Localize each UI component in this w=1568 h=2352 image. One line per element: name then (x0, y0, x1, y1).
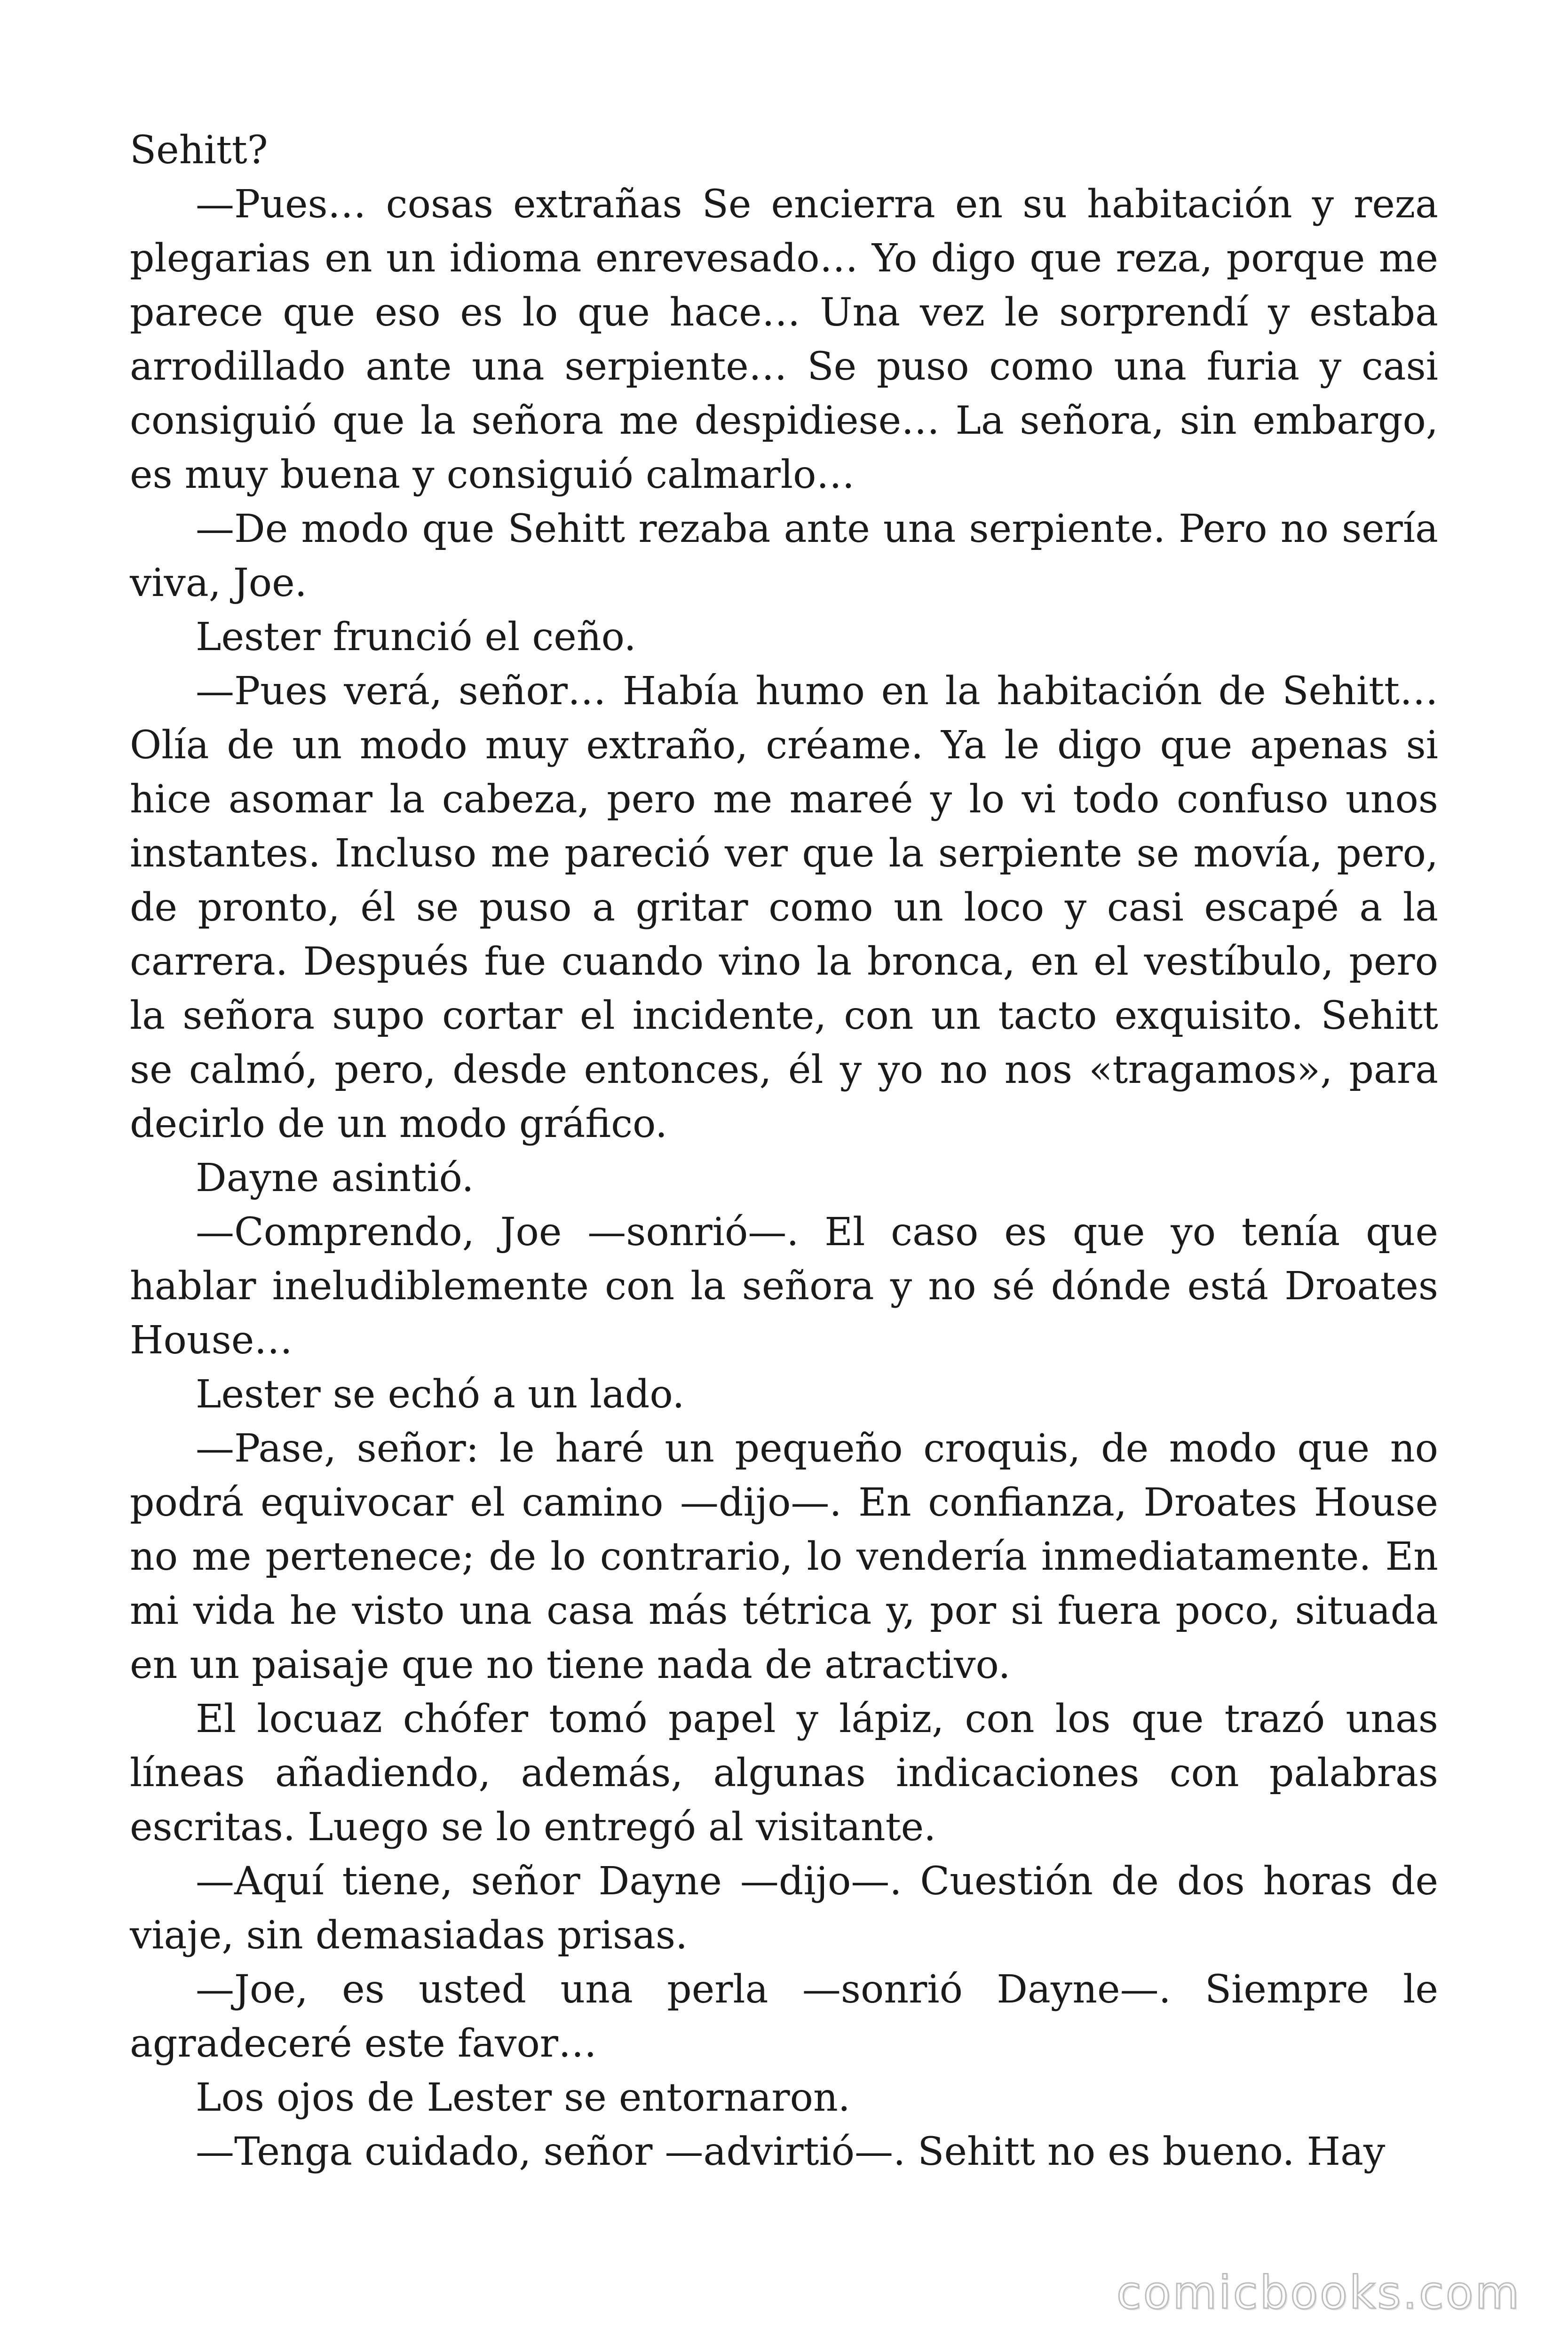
paragraph: Sehitt? (130, 128, 268, 173)
paragraph: —Aquí tiene, señor Dayne —dijo—. Cuestión de dos horas de viaje, sin demasiadas prisas. (130, 1859, 1438, 1958)
paragraph: El locuaz chófer tomó papel y lápiz, con los que trazó unas líneas añadiendo, además, algunas indicaciones con palabras escritas. Luego se lo entregó al visitante. (130, 1697, 1438, 1850)
book-page-text (130, 123, 1438, 2179)
paragraph: —De modo que Sehitt rezaba ante una serpiente. Pero no sería viva, Joe. (130, 507, 1438, 605)
paragraph: —Pues… cosas extrañas Se encierra en su habitación y reza plegarias en un idioma enrevesado… Yo digo que reza, porque me parece que eso es lo que hace… Una vez le sorprendí y estaba arrodillado ante una serpiente… Se puso como una furia y casi consiguió que la señora me despidiese… La señora, sin embargo, es muy buena y consiguió calmarlo… (130, 182, 1438, 497)
paragraph: —Pase, señor: le haré un pequeño croquis, de modo que no podrá equivocar el camino —dijo—. En confianza, Droates House no me pertenece; de lo contrario, lo vendería inmediatamente. En mi vida he visto una casa más tétrica y, por si fuera poco, situada en un paisaje que no tiene nada de atractivo. (130, 1426, 1438, 1687)
site-watermark: comicbooks.com (1116, 2266, 1521, 2319)
paragraph: Dayne asintió. (196, 1156, 474, 1200)
paragraph: —Tenga cuidado, señor —advirtió—. Sehitt no es bueno. Hay (196, 2130, 1386, 2174)
paragraph: Los ojos de Lester se entornaron. (196, 2075, 850, 2120)
paragraph: —Joe, es usted una perla —sonrió Dayne—. Siempre le agradeceré este favor… (130, 1967, 1438, 2066)
paragraph: —Comprendo, Joe —sonrió—. El caso es que yo tenía que hablar ineludiblemente con la señora y no sé dónde está Droates House… (130, 1210, 1438, 1363)
paragraph: —Pues verá, señor… Había humo en la habitación de Sehitt… Olía de un modo muy extraño, créame. Ya le digo que apenas si hice asomar la cabeza, pero me mareé y lo vi todo confuso unos instantes. Incluso me pareció ver que la serpiente se movía, pero, de pronto, él se puso a gritar como un loco y casi escapé a la carrera. Después fue cuando vino la bronca, en el vestíbulo, pero la señora supo cortar el incidente, con un tacto exquisito. Sehitt se calmó, pero, desde entonces, él y yo no nos «tragamos», para decirlo de un modo gráfico. (130, 669, 1438, 1146)
paragraph: Lester frunció el ceño. (196, 615, 636, 660)
paragraph: Lester se echó a un lado. (196, 1372, 685, 1417)
